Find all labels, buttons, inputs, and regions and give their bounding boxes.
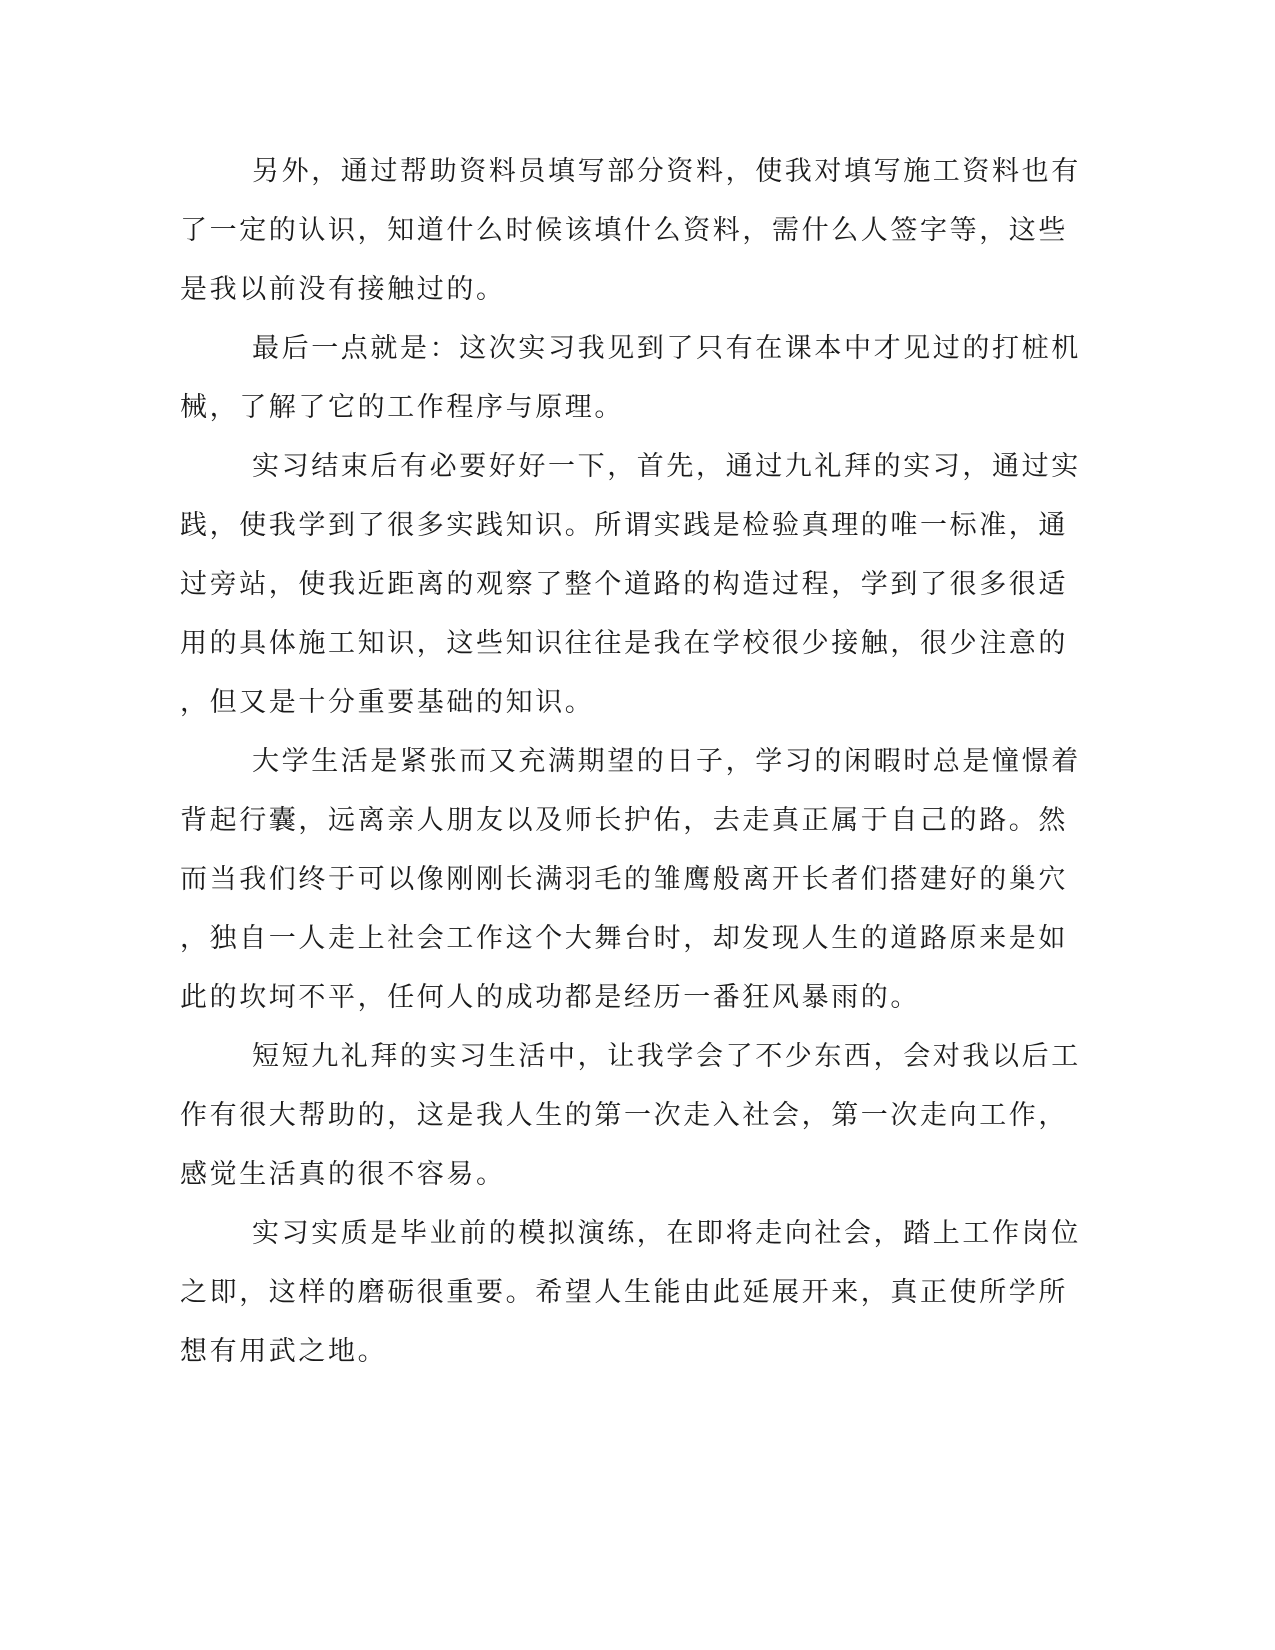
paragraph-line: 械，了解了它的工作程序与原理。 (180, 392, 624, 423)
paragraph-line: 感觉生活真的很不容易。 (180, 1159, 506, 1190)
paragraph-line: 而当我们终于可以像刚刚长满羽毛的雏鹰般离开长者们搭建好的巢穴 (180, 864, 1068, 895)
paragraph-line: 作有很大帮助的，这是我人生的第一次走入社会，第一次走向工作， (180, 1100, 1068, 1131)
paragraph-line: 实习实质是毕业前的模拟演练，在即将走向社会，踏上工作岗位 (252, 1218, 1081, 1249)
paragraph-line: 此的坎坷不平，任何人的成功都是经历一番狂风暴雨的。 (180, 982, 920, 1013)
paragraph-line: 最后一点就是：这次实习我见到了只有在课本中才见过的打桩机 (252, 333, 1081, 364)
paragraph-line: 想有用武之地。 (180, 1336, 388, 1367)
paragraph-line: 之即，这样的磨砺很重要。希望人生能由此延展开来，真正使所学所 (180, 1277, 1068, 1308)
paragraph-line: 用的具体施工知识，这些知识往往是我在学校很少接触，很少注意的 (180, 628, 1068, 659)
paragraph-line: 大学生活是紧张而又充满期望的日子，学习的闲暇时总是憧憬着 (252, 746, 1081, 777)
paragraph-line: 是我以前没有接触过的。 (180, 274, 506, 305)
paragraph-line: ，独自一人走上社会工作这个大舞台时，却发现人生的道路原来是如 (180, 923, 1068, 954)
paragraph-line: 过旁站，使我近距离的观察了整个道路的构造过程，学到了很多很适 (180, 569, 1068, 600)
paragraph-line: 实习结束后有必要好好一下，首先，通过九礼拜的实习，通过实 (252, 451, 1081, 482)
paragraph-line: 背起行囊，远离亲人朋友以及师长护佑，去走真正属于自己的路。然 (180, 805, 1068, 836)
paragraph-line: ，但又是十分重要基础的知识。 (180, 687, 595, 718)
paragraph-line: 短短九礼拜的实习生活中，让我学会了不少东西，会对我以后工 (252, 1041, 1081, 1072)
paragraph-line: 了一定的认识，知道什么时候该填什么资料，需什么人签字等，这些 (180, 215, 1068, 246)
paragraph-line: 另外，通过帮助资料员填写部分资料，使我对填写施工资料也有 (252, 156, 1081, 187)
paragraph-line: 践，使我学到了很多实践知识。所谓实践是检验真理的唯一标准，通 (180, 510, 1068, 541)
